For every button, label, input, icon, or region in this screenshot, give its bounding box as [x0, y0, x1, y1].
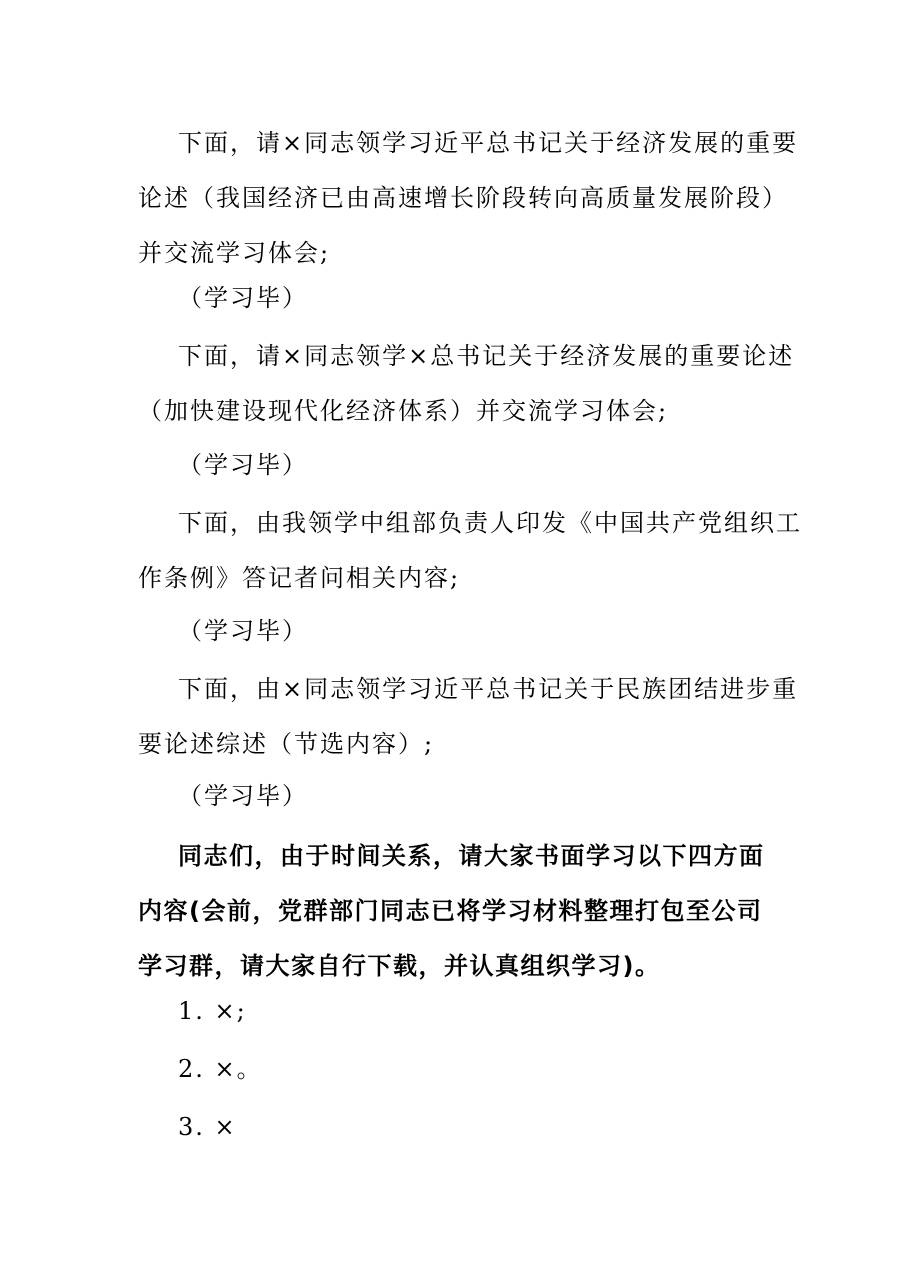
paragraph-line: 作条例》答记者问相关内容; — [138, 564, 461, 592]
paragraph-written-study-notice — [138, 829, 768, 994]
paragraph-line: （加快建设现代化经济体系）并交流学习体会; — [138, 397, 669, 425]
paragraph-line: 下面，由我领学中组部负责人印发《中国共产党组织工 — [178, 509, 802, 537]
paragraph-study-ethnic-unity — [138, 662, 799, 772]
paragraph-line: 学习群，请大家自行下载，并认真组织学习)。 — [138, 952, 661, 980]
paragraph-line: 要论述综述（节选内容）; — [138, 730, 435, 758]
list-item-3 — [138, 1100, 768, 1155]
paragraph-line: 下面，由×同志领学习近平总书记关于民族团结进步重 — [178, 675, 799, 703]
list-item-text: 3. × — [178, 1113, 237, 1141]
paragraph-line: 下面，请×同志领学习近平总书记关于经济发展的重要 — [178, 129, 799, 157]
paragraph-line: 论述（我国经济已由高速增长阶段转向高质量发展阶段） — [138, 184, 788, 212]
list-item-2 — [138, 1042, 768, 1097]
paragraph-line: （学习毕） — [178, 451, 308, 479]
paragraph-study-complete-4 — [138, 769, 768, 824]
list-item-text: 2. ×。 — [178, 1055, 263, 1083]
paragraph-study-modern-economy — [138, 329, 795, 439]
paragraph-line: （学习毕） — [178, 284, 308, 312]
list-item-1 — [138, 984, 768, 1039]
paragraph-study-complete-1 — [138, 271, 768, 326]
paragraph-line: 下面，请×同志领学×总书记关于经济发展的重要论述 — [178, 342, 795, 370]
paragraph-line: （学习毕） — [178, 782, 308, 810]
paragraph-line: 并交流学习体会; — [138, 239, 331, 267]
paragraph-study-economic-development — [138, 116, 799, 281]
paragraph-line: 内容(会前，党群部门同志已将学习材料整理打包至公司 — [138, 897, 763, 925]
paragraph-line: 同志们，由于时间关系，请大家书面学习以下四方面 — [178, 842, 765, 870]
paragraph-study-organization-regulations — [138, 496, 802, 606]
paragraph-study-complete-2 — [138, 438, 768, 493]
list-item-text: 1. ×; — [178, 997, 247, 1025]
paragraph-line: （学习毕） — [178, 617, 308, 645]
paragraph-study-complete-3 — [138, 604, 768, 659]
